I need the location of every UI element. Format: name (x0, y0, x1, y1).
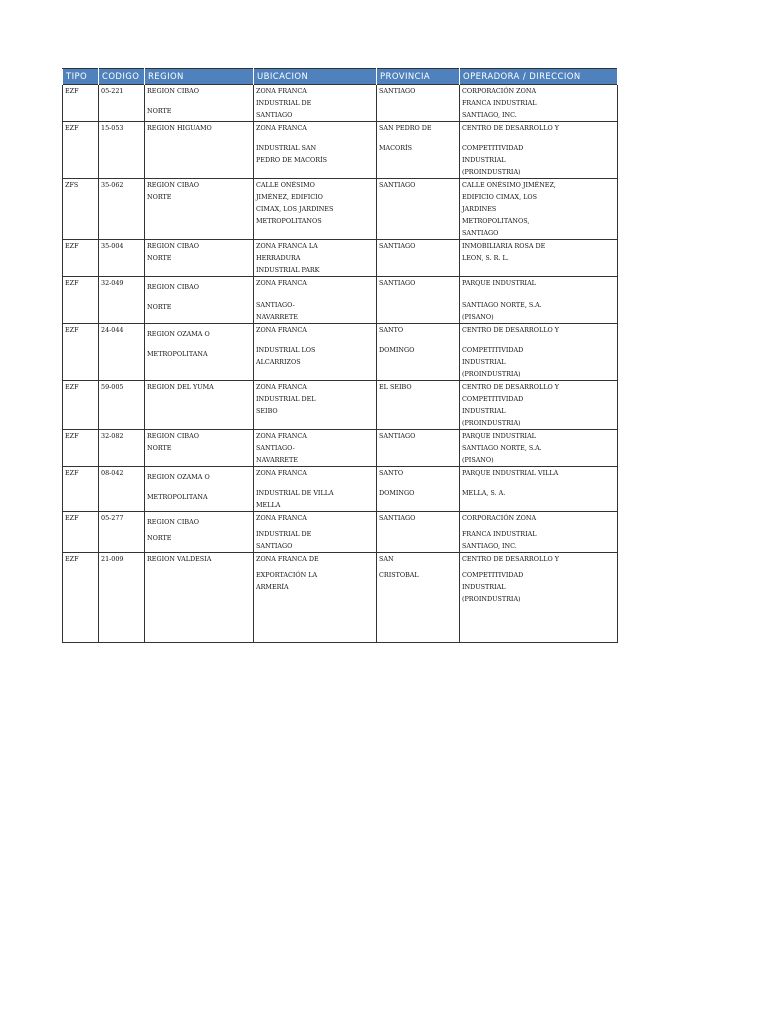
cell-ubicacion[interactable]: ZONA FRANCA DE EXPORTACIÓN LA ARMERÍA (254, 553, 377, 606)
cell-ubicacion[interactable]: ZONA FRANCA INDUSTRIAL SAN PEDRO DE MACORÍS (254, 122, 377, 179)
cell-tipo[interactable]: EZF (63, 430, 99, 467)
cell-ubicacion[interactable]: ZONA FRANCA INDUSTRIAL DE SANTIAGO (254, 85, 377, 122)
table-row (63, 381, 618, 430)
cell-provincia[interactable]: SAN CRISTOBAL (377, 553, 460, 606)
cell-operadora[interactable]: CALLE ONÉSIMO JIMÉNEZ, EDIFICIO CIMAX, LOS JARDINES METROPOLITANOS, SANTIAGO (460, 179, 618, 240)
empty-cell[interactable] (254, 605, 377, 643)
header-tipo[interactable]: TIPO (63, 69, 99, 85)
table-row (63, 240, 618, 277)
cell-ubicacion[interactable]: ZONA FRANCA LA HERRADURA INDUSTRIAL PARK (254, 240, 377, 277)
cell-region[interactable]: REGION CIBAO NORTE (145, 430, 254, 467)
cell-operadora[interactable]: CORPORACIÓN ZONA FRANCA INDUSTRIAL SANTIAGO, INC. (460, 512, 618, 553)
cell-provincia[interactable]: SANTIAGO (377, 430, 460, 467)
cell-region[interactable]: REGION CIBAO NORTE (145, 277, 254, 324)
table-row (63, 277, 618, 324)
cell-provincia[interactable]: SANTIAGO (377, 240, 460, 277)
cell-region[interactable]: REGION CIBAO NORTE (145, 85, 254, 122)
cell-operadora[interactable]: PARQUE INDUSTRIAL SANTIAGO NORTE, S.A. (PISANO) (460, 277, 618, 324)
cell-ubicacion[interactable]: CALLE ONÉSIMO JIMÉNEZ, EDIFICIO CIMAX, LOS JARDINES METROPOLITANOS (254, 179, 377, 240)
cell-operadora[interactable]: CENTRO DE DESARROLLO Y COMPETITIVIDAD INDUSTRIAL (PROINDUSTRIA) (460, 324, 618, 381)
table-row (63, 85, 618, 122)
cell-operadora[interactable]: CENTRO DE DESARROLLO Y COMPETITIVIDAD INDUSTRIAL (PROINDUSTRIA) (460, 122, 618, 179)
empty-cell[interactable] (63, 605, 99, 643)
cell-tipo[interactable]: EZF (63, 512, 99, 553)
cell-codigo[interactable]: 32-049 (99, 277, 145, 324)
cell-tipo[interactable]: EZF (63, 240, 99, 277)
table-row (63, 467, 618, 512)
empty-cell[interactable] (99, 605, 145, 643)
table-row (63, 179, 618, 240)
cell-region[interactable]: REGION VALDESIA (145, 553, 254, 606)
empty-row (63, 605, 618, 643)
cell-provincia[interactable]: SANTIAGO (377, 85, 460, 122)
cell-tipo[interactable]: EZF (63, 381, 99, 430)
table-row (63, 122, 618, 179)
cell-codigo[interactable]: 08-042 (99, 467, 145, 512)
header-row (63, 69, 618, 85)
table-row (63, 324, 618, 381)
cell-provincia[interactable]: EL SEIBO (377, 381, 460, 430)
cell-codigo[interactable]: 21-009 (99, 553, 145, 606)
cell-operadora[interactable]: PARQUE INDUSTRIAL SANTIAGO NORTE, S.A. (PISANO) (460, 430, 618, 467)
cell-ubicacion[interactable]: ZONA FRANCA INDUSTRIAL DE VILLA MELLA (254, 467, 377, 512)
cell-ubicacion[interactable]: ZONA FRANCA INDUSTRIAL DEL SEIBO (254, 381, 377, 430)
cell-ubicacion[interactable]: ZONA FRANCA SANTIAGO- NAVARRETE (254, 277, 377, 324)
cell-provincia[interactable]: SANTO DOMINGO (377, 467, 460, 512)
cell-operadora[interactable]: INMOBILIARIA ROSA DE LEON, S. R. L. (460, 240, 618, 277)
header-provincia[interactable]: PROVINCIA (377, 69, 460, 85)
cell-region[interactable]: REGION DEL YUMA (145, 381, 254, 430)
cell-codigo[interactable]: 35-062 (99, 179, 145, 240)
cell-codigo[interactable]: 05-221 (99, 85, 145, 122)
table-row (63, 553, 618, 606)
cell-region[interactable]: REGION OZAMA O METROPOLITANA (145, 324, 254, 381)
cell-region[interactable]: REGION CIBAO NORTE (145, 179, 254, 240)
cell-operadora[interactable]: PARQUE INDUSTRIAL VILLA MELLA, S. A. (460, 467, 618, 512)
cell-region[interactable]: REGION CIBAO NORTE (145, 240, 254, 277)
cell-codigo[interactable]: 35-004 (99, 240, 145, 277)
cell-tipo[interactable]: EZF (63, 277, 99, 324)
cell-operadora[interactable]: CENTRO DE DESARROLLO Y COMPETITIVIDAD INDUSTRIAL (PROINDUSTRIA) (460, 381, 618, 430)
cell-ubicacion[interactable]: ZONA FRANCA SANTIAGO- NAVARRETE (254, 430, 377, 467)
cell-tipo[interactable]: ZFS (63, 179, 99, 240)
header-operadora[interactable]: OPERADORA / DIRECCION (460, 69, 618, 85)
cell-tipo[interactable]: EZF (63, 122, 99, 179)
empty-cell[interactable] (145, 605, 254, 643)
cell-region[interactable]: REGION CIBAO NORTE (145, 512, 254, 553)
cell-tipo[interactable]: EZF (63, 553, 99, 606)
table-row (63, 512, 618, 553)
cell-region[interactable]: REGION OZAMA O METROPOLITANA (145, 467, 254, 512)
cell-provincia[interactable]: SANTIAGO (377, 179, 460, 240)
header-region[interactable]: REGION (145, 69, 254, 85)
cell-operadora[interactable]: CENTRO DE DESARROLLO Y COMPETITIVIDAD INDUSTRIAL (PROINDUSTRIA) (460, 553, 618, 606)
cell-provincia[interactable]: SANTIAGO (377, 277, 460, 324)
cell-codigo[interactable]: 24-044 (99, 324, 145, 381)
header-ubicacion[interactable]: UBICACION (254, 69, 377, 85)
cell-tipo[interactable]: EZF (63, 324, 99, 381)
empty-cell[interactable] (377, 605, 460, 643)
cell-codigo[interactable]: 05-277 (99, 512, 145, 553)
cell-region[interactable]: REGION HIGUAMO (145, 122, 254, 179)
cell-codigo[interactable]: 15-053 (99, 122, 145, 179)
zonas-francas-table (62, 68, 618, 643)
header-codigo[interactable]: CODIGO (99, 69, 145, 85)
cell-provincia[interactable]: SANTO DOMINGO (377, 324, 460, 381)
cell-provincia[interactable]: SANTIAGO (377, 512, 460, 553)
cell-provincia[interactable]: SAN PEDRO DE MACORÍS (377, 122, 460, 179)
empty-cell[interactable] (460, 605, 618, 643)
table-row (63, 430, 618, 467)
cell-tipo[interactable]: EZF (63, 85, 99, 122)
cell-codigo[interactable]: 59-005 (99, 381, 145, 430)
cell-tipo[interactable]: EZF (63, 467, 99, 512)
cell-ubicacion[interactable]: ZONA FRANCA INDUSTRIAL DE SANTIAGO (254, 512, 377, 553)
cell-operadora[interactable]: CORPORACIÓN ZONA FRANCA INDUSTRIAL SANTIAGO, INC. (460, 85, 618, 122)
cell-ubicacion[interactable]: ZONA FRANCA INDUSTRIAL LOS ALCARRIZOS (254, 324, 377, 381)
cell-codigo[interactable]: 32-082 (99, 430, 145, 467)
